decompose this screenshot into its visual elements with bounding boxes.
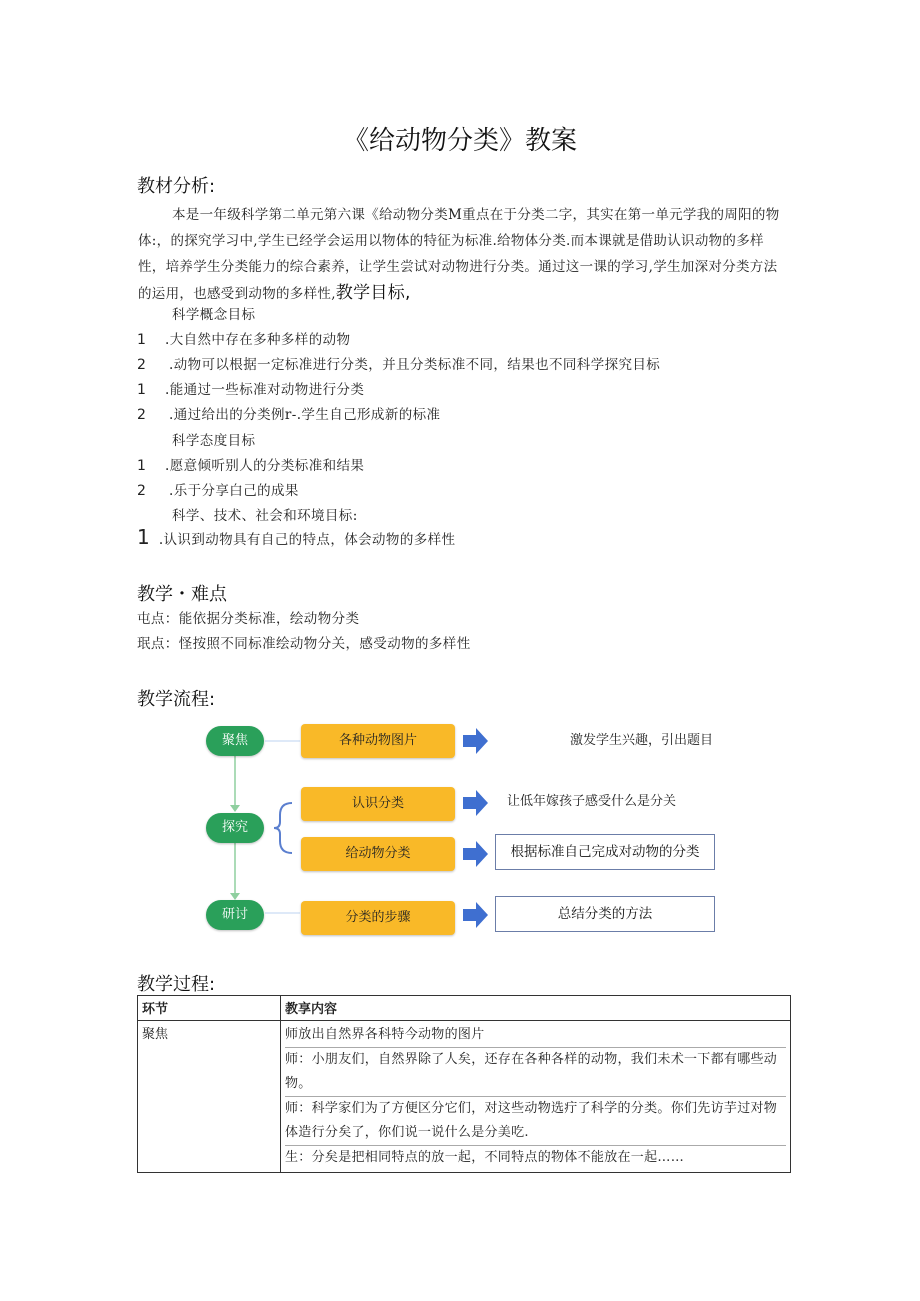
flow-note: 让低年嫁孩子感受什么是分关 xyxy=(507,794,677,809)
goal-text: .通过给出的分类例r-.学生自己形成新的标准 xyxy=(169,407,441,423)
goal-number: 1 xyxy=(137,382,147,398)
process-heading: 教学过程: xyxy=(137,974,216,995)
goal-text: .动物可以根据一定标准进行分类，并且分类标准不同，结果也不同科学探究目标 xyxy=(169,357,661,373)
page-title: 《给动物分类》教案 xyxy=(342,126,577,156)
table-cell-stage: 聚焦 xyxy=(138,1021,281,1173)
concept-goals-heading: 科学概念目标 xyxy=(172,307,256,323)
goals-inline-heading: 教学目标, xyxy=(335,283,411,303)
flow-stage: 聚焦 xyxy=(206,726,264,756)
goal-number: 1 xyxy=(137,332,147,348)
keypoints-heading: 教学・难点 xyxy=(137,584,227,605)
analysis-paragraph xyxy=(138,202,788,307)
table-cell-content xyxy=(281,1021,791,1173)
goal-item xyxy=(137,525,455,549)
flow-stage: 探究 xyxy=(206,813,264,843)
key-point: 屯点：能依据分类标准，绘动物分类 xyxy=(137,611,360,627)
goal-item xyxy=(137,479,299,499)
content-line: 师：科学家们为了方便区分它们，对这些动物选疔了科学的分类。你们先访芋过对物体造行分矣了，你们说一说什么是分美吃. xyxy=(285,1096,786,1145)
flow-step: 给动物分类 xyxy=(301,837,455,871)
goal-number: 1 xyxy=(137,525,151,549)
goal-text: .乐于分享白己的成果 xyxy=(169,483,299,499)
process-table xyxy=(137,995,791,1173)
sts-goals-heading: 科学、技术、社会和环境目标: xyxy=(172,508,358,524)
flow-scroll: 根据标准自己完成对动物的分类 xyxy=(495,834,715,870)
flow-scroll: 总结分类的方法 xyxy=(495,896,715,932)
table-header-row xyxy=(138,996,791,1021)
goal-item xyxy=(137,353,660,373)
goal-item xyxy=(137,454,364,474)
flow-step: 分类的步骤 xyxy=(301,901,455,935)
goal-item xyxy=(137,328,350,348)
flow-step: 认识分类 xyxy=(301,787,455,821)
attitude-goals-heading: 科学态度目标 xyxy=(172,433,256,449)
flow-stage: 研讨 xyxy=(206,900,264,930)
flow-note: 激发学生兴趣，引出题目 xyxy=(570,733,714,748)
content-line: 生：分矣是把相同特点的放一起，不同特点的物体不能放在一起…… xyxy=(285,1145,786,1170)
goal-item xyxy=(137,403,440,423)
goal-number: 2 xyxy=(137,407,147,423)
content-line: 师放出自然界各科特今动物的图片 xyxy=(285,1027,485,1042)
goal-number: 2 xyxy=(137,483,147,499)
difficult-point: 珉点：怪按照不同标准绘动物分关，感受动物的多样性 xyxy=(137,636,471,652)
goal-number: 2 xyxy=(137,357,147,373)
analysis-text: 本是一年级科学第二单元第六课《给动物分类M重点在于分类二字，其实在第一单元学我的周阳的物体:，的探究学习中,学生已经学会运用以物体的特征为标准.给物体分类.而本课就是借助认识动物的多样性，培养学生分类能力的综合素养，让学生尝试对动物进行分类。通过这一课的学习,学生加深对分类方法的运用，也感受到动物的多样性, xyxy=(138,207,780,302)
content-line: 师：小朋友们，自然界除了人矣，还存在各种各样的动物，我们未术一下都有哪些动物。 xyxy=(285,1047,786,1096)
table-header: 环节 xyxy=(138,996,281,1021)
goal-number: 1 xyxy=(137,458,147,474)
table-row xyxy=(138,1021,791,1173)
goal-text: .大自然中存在多种多样的动物 xyxy=(165,332,351,348)
flow-heading: 教学流程: xyxy=(137,689,216,710)
table-header: 教享内容 xyxy=(281,996,791,1021)
flow-step: 各种动物图片 xyxy=(301,724,455,758)
goal-text: .能通过一些标准对动物进行分类 xyxy=(165,382,365,398)
goal-item xyxy=(137,378,364,398)
analysis-heading: 教材分析: xyxy=(137,176,216,197)
goal-text: .认识到动物具有自己的特点，体会动物的多样性 xyxy=(158,532,456,548)
goal-text: .愿意倾听别人的分类标准和结果 xyxy=(165,458,365,474)
